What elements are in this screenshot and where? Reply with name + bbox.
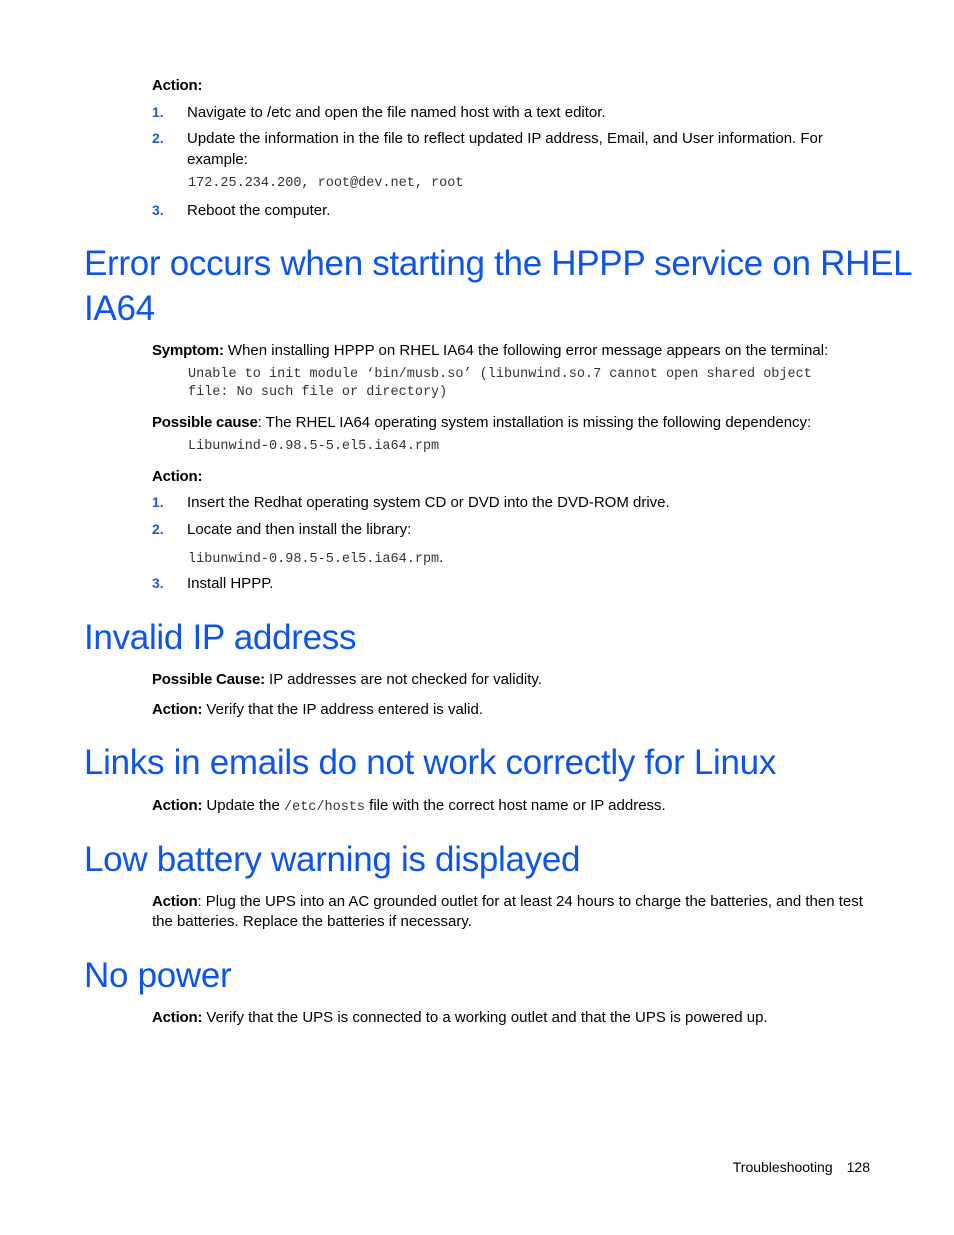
action-label: Action: <box>152 1009 203 1026</box>
dependency-code: Libunwind-0.98.5-5.el5.ia64.rpm <box>188 439 440 454</box>
step-number: 3. <box>152 575 164 591</box>
step-text: Update the information in the file to reflect updated IP address, Email, and User information. For <box>187 130 823 147</box>
action-text-continued: the batteries. Replace the batteries if necessary. <box>152 913 472 930</box>
cause-paragraph <box>152 413 811 432</box>
section-heading: Links in emails do not work correctly for Linux <box>84 743 777 782</box>
step-text-continued: example: <box>187 151 248 168</box>
cause-label: Possible cause <box>152 414 258 431</box>
code-sample: 172.25.234.200, root@dev.net, root <box>188 176 464 191</box>
step-text: Navigate to /etc and open the file named host with a text editor. <box>187 104 606 121</box>
action-text: Verify that the IP address entered is valid. <box>202 701 483 718</box>
action-label: Action: <box>152 77 203 94</box>
step-number: 2. <box>152 130 164 146</box>
symptom-label: Symptom: <box>152 342 224 359</box>
action-text: : Plug the UPS into an AC grounded outlet for at least 24 hours to charge the batteries, and then test <box>197 893 863 910</box>
cause-text: : The RHEL IA64 operating system installation is missing the following dependency: <box>257 414 812 431</box>
library-suffix: . <box>439 549 444 566</box>
cause-label: Possible Cause: <box>152 671 265 688</box>
action-text: Update the <box>202 797 284 814</box>
action-text: Verify that the UPS is connected to a working outlet and that the UPS is powered up. <box>202 1009 768 1026</box>
step-number: 1. <box>152 104 164 120</box>
action-label: Action <box>152 893 198 910</box>
section-heading: Low battery warning is displayed <box>84 840 581 879</box>
section-heading-continued: IA64 <box>84 289 155 328</box>
step-number: 3. <box>152 202 164 218</box>
error-code-line: Unable to init module ‘bin/musb.so’ (libunwind.so.7 cannot open shared object <box>188 367 812 382</box>
symptom-text: When installing HPPP on RHEL IA64 the following error message appears on the terminal: <box>223 342 829 359</box>
section-heading: Invalid IP address <box>84 618 357 657</box>
action-paragraph <box>152 700 483 719</box>
action-paragraph <box>152 1008 768 1027</box>
step-number: 1. <box>152 494 164 510</box>
action-label: Action: <box>152 701 203 718</box>
library-code: libunwind-0.98.5-5.el5.ia64.rpm <box>188 552 440 567</box>
library-line <box>188 548 443 567</box>
symptom-paragraph <box>152 341 828 360</box>
step-text: Insert the Redhat operating system CD or DVD into the DVD-ROM drive. <box>187 494 670 511</box>
action-paragraph <box>152 892 863 911</box>
step-text: Install HPPP. <box>187 575 274 592</box>
cause-text: IP addresses are not checked for validity. <box>264 671 542 688</box>
step-text: Reboot the computer. <box>187 202 331 219</box>
error-code-line: file: No such file or directory) <box>188 385 448 400</box>
action-text: file with the correct host name or IP address. <box>365 797 666 814</box>
page-number: 128 <box>846 1159 870 1175</box>
section-heading: No power <box>84 956 232 995</box>
action-label: Action: <box>152 797 203 814</box>
section-heading: Error occurs when starting the HPPP service on RHEL <box>84 244 913 283</box>
action-paragraph <box>152 796 666 817</box>
cause-paragraph <box>152 670 542 689</box>
action-label: Action: <box>152 468 203 485</box>
step-text: Locate and then install the library: <box>187 521 412 538</box>
footer-section-name: Troubleshooting <box>732 1159 833 1175</box>
page-footer <box>733 1159 870 1175</box>
step-number: 2. <box>152 521 164 537</box>
hosts-file-path: /etc/hosts <box>284 800 366 815</box>
